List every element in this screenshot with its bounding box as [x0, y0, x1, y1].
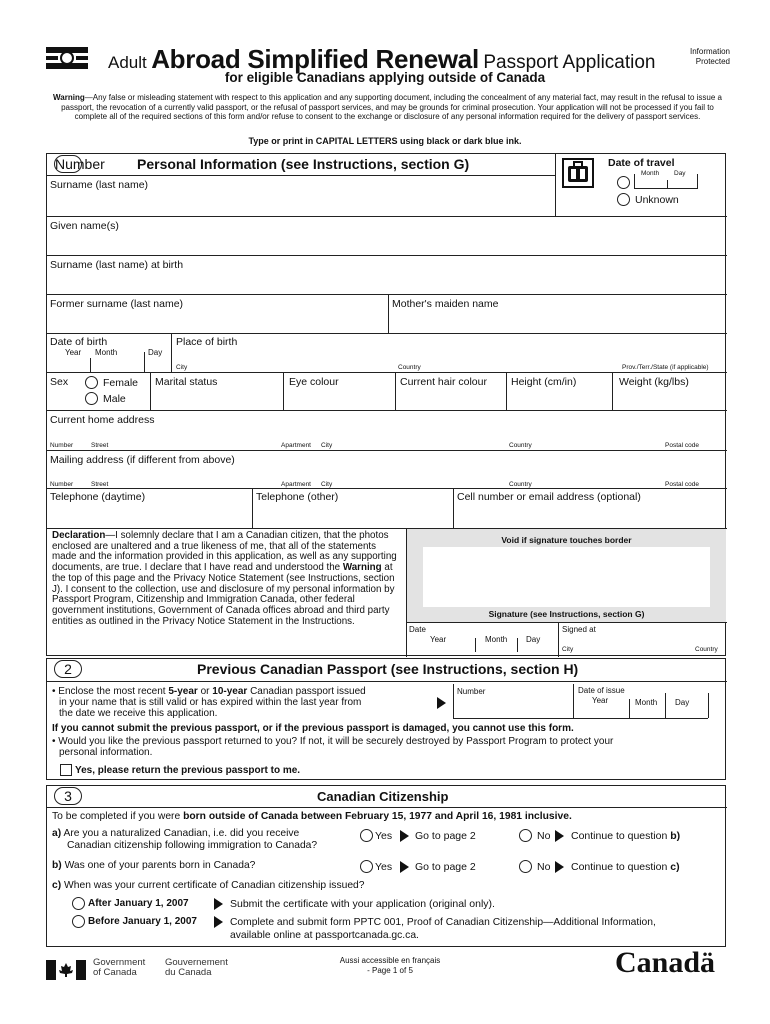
- government-of-canada-fr: Gouvernement du Canada: [165, 957, 228, 978]
- pob-prov-label: Prov./Terr./State (if applicable): [622, 364, 709, 371]
- telephone-daytime-label: Telephone (daytime): [50, 491, 146, 503]
- mailing-address-label: Mailing address (if different from above): [50, 454, 235, 466]
- travel-unknown-label: Unknown: [635, 194, 679, 206]
- mail-number-label: Number: [50, 481, 74, 488]
- male-label: Male: [103, 393, 126, 405]
- section-2-number: 2: [54, 660, 82, 678]
- mail-apartment-label: Apartment: [281, 481, 311, 488]
- warning-text: Warning—Any false or misleading statement with respect to this application and any supporting document, including the concealment of any material fact, may result in the refusal to issue a passport, the revocation of a currently valid passport, or the refusal of passport services, and may be grounds for criminal prosecution. Your application will not be processed if you fail to complete all of the required sections of this form and/or refuse to consent to the exchange or disclosure of any personal information required for the delivery of passport services.: [53, 93, 722, 121]
- after-2007-radio[interactable]: [72, 897, 85, 910]
- given-names-label: Given name(s): [50, 220, 119, 232]
- height-label: Height (cm/in): [511, 376, 577, 388]
- signed-at-label: Signed at: [562, 625, 596, 634]
- signature-area[interactable]: [407, 529, 726, 622]
- question-b: b) Was one of your parents born in Canada?: [52, 860, 256, 871]
- return-passport-checkbox[interactable]: [60, 764, 72, 776]
- section-1-number: Number: [55, 156, 105, 172]
- sex-label: Sex: [50, 376, 69, 388]
- section-3-title: Canadian Citizenship: [317, 789, 449, 804]
- question-b-no-radio[interactable]: [519, 860, 532, 873]
- question-a-no-radio[interactable]: [519, 829, 532, 842]
- date-of-issue-label: Date of issue: [578, 686, 625, 695]
- question-b-yes-label: Yes: [375, 861, 393, 873]
- section-2-previous-passport: [46, 658, 726, 780]
- passport-logo-icon: [46, 47, 88, 69]
- question-b-goto-label: Go to page 2: [415, 861, 476, 873]
- issue-day-label: Day: [675, 698, 690, 707]
- before-2007-label: Before January 1, 2007: [88, 916, 197, 927]
- question-a-yes-label: Yes: [375, 830, 393, 842]
- form-subtitle: for eligible Canadians applying outside of Canada: [224, 70, 546, 85]
- question-a-goto-label: Go to page 2: [415, 830, 476, 842]
- question-b-no-label: No: [537, 861, 551, 873]
- question-a-no-label: No: [537, 830, 551, 842]
- marital-status-label: Marital status: [155, 376, 218, 388]
- section-1-personal-information: [46, 153, 726, 656]
- cell-email-label: Cell number or email address (optional): [457, 491, 641, 503]
- dob-year-label: Year: [65, 348, 82, 357]
- arrow-right-icon: [214, 898, 223, 910]
- mothers-maiden-name-label: Mother's maiden name: [392, 298, 499, 310]
- before-2007-instruction: Complete and submit form PPTC 001, Proof of Canadian Citizenship—Additional Information, available online at passportcanada.gc.ca.: [230, 917, 656, 941]
- mail-country-label: Country: [509, 481, 532, 488]
- former-surname-label: Former surname (last name): [50, 298, 184, 310]
- pob-city-label: City: [176, 364, 188, 371]
- french-available: Aussi accessible en français: [339, 956, 441, 965]
- arrow-right-icon: [437, 697, 446, 709]
- void-notice: Void if signature touches border: [501, 535, 632, 545]
- declaration-text: Declaration—I solemnly declare that I am a Canadian citizen, that the photos enclosed are unaltered and a true likeness of me, that all of the statements made and the information provided in this application, as well as any supporting documents, are true. I declare that I have read and understood the Warning at the top of this page and the Privacy Notice Statement (see Instructions, section J). I consent to the collection, use and disclosure of my personal information by Passport Program, Citizenship and Immigration Canada, other federal government institutions, Government of Canada offices abroad and third party entities as outlined in the Privacy Notice Statement in the Instructions.: [52, 530, 397, 627]
- home-address-label: Current home address: [50, 414, 155, 426]
- sign-date-label: Date: [409, 625, 426, 634]
- question-b-continue-label: Continue to question c): [571, 861, 680, 873]
- date-of-travel-radio[interactable]: [617, 176, 630, 189]
- form-title: Adult Abroad Simplified Renewal Passport Application: [108, 44, 656, 74]
- date-of-travel-label: Date of travel: [608, 157, 675, 169]
- government-of-canada-en: Government of Canada: [93, 957, 146, 978]
- return-passport-question: • Would you like the previous passport returned to you? If not, it will be securely destroyed by Passport Program to protect your personal information.: [52, 736, 614, 758]
- arrow-right-icon: [400, 830, 409, 842]
- information-protected-label: Information Protected: [689, 47, 730, 66]
- footer-page-info: [320, 956, 460, 976]
- place-of-birth-label: Place of birth: [176, 336, 238, 348]
- dob-month-label: Month: [95, 348, 118, 357]
- canada-wordmark: Canadä: [615, 946, 716, 979]
- type-print-instruction: Type or print in CAPITAL LETTERS using black or dark blue ink.: [248, 136, 522, 146]
- mail-city-label: City: [321, 481, 333, 488]
- home-street-label: Street: [91, 442, 109, 449]
- signed-at-city-label: City: [562, 646, 574, 653]
- before-2007-radio[interactable]: [72, 915, 85, 928]
- question-b-yes-radio[interactable]: [360, 860, 373, 873]
- travel-day-label: Day: [674, 170, 686, 177]
- eye-colour-label: Eye colour: [289, 376, 339, 388]
- arrow-right-icon: [555, 861, 564, 873]
- arrow-right-icon: [555, 830, 564, 842]
- after-2007-instruction: Submit the certificate with your application (original only).: [230, 898, 495, 910]
- travel-month-label: Month: [641, 170, 660, 177]
- pob-country-label: Country: [398, 364, 421, 371]
- canada-flag-icon: [46, 960, 86, 980]
- telephone-other-label: Telephone (other): [256, 491, 339, 503]
- date-of-birth-label: Date of birth: [50, 336, 108, 348]
- signed-at-country-label: Country: [695, 646, 718, 653]
- section-1-title: Personal Information (see Instructions, section G): [137, 156, 470, 172]
- enclose-passport-text: • Enclose the most recent 5-year or 10-year Canadian passport issued in your name that is still valid or has expired within the last year from the date we receive this application.: [52, 686, 366, 719]
- cannot-use-form-notice: If you cannot submit the previous passport, or if the previous passport is damaged, you cannot use this form.: [52, 723, 574, 734]
- hair-colour-label: Current hair colour: [400, 376, 487, 388]
- male-radio[interactable]: [85, 392, 98, 405]
- weight-label: Weight (kg/lbs): [619, 376, 689, 388]
- surname-label: Surname (last name): [50, 179, 149, 191]
- signature-label: Signature (see Instructions, section G): [488, 609, 645, 619]
- surname-at-birth-label: Surname (last name) at birth: [50, 259, 184, 271]
- sign-day-label: Day: [526, 635, 541, 644]
- citizenship-intro: To be completed if you were born outside of Canada between February 15, 1977 and April 16, 1981 inclusive.: [52, 811, 572, 822]
- question-a: a) Are you a naturalized Canadian, i.e. did you receive Canadian citizenship following immigration to Canada?: [52, 828, 318, 851]
- after-2007-label: After January 1, 2007: [88, 898, 189, 909]
- section-2-title: Previous Canadian Passport (see Instructions, section H): [197, 661, 579, 677]
- home-postal-label: Postal code: [665, 442, 699, 449]
- passport-number-label: Number: [457, 687, 486, 696]
- return-passport-label: Yes, please return the previous passport to me.: [75, 765, 301, 776]
- mail-postal-label: Postal code: [665, 481, 699, 488]
- sign-year-label: Year: [430, 635, 447, 644]
- female-radio[interactable]: [85, 376, 98, 389]
- travel-unknown-radio[interactable]: [617, 193, 630, 206]
- page-number: - Page 1 of 5: [367, 966, 413, 975]
- section-3-canadian-citizenship: [46, 785, 726, 947]
- signature-box[interactable]: [423, 547, 710, 607]
- section-3-number: 3: [54, 787, 82, 805]
- issue-month-label: Month: [635, 698, 658, 707]
- mail-street-label: Street: [91, 481, 109, 488]
- dob-day-label: Day: [148, 348, 163, 357]
- home-country-label: Country: [509, 442, 532, 449]
- home-apartment-label: Apartment: [281, 442, 311, 449]
- question-a-yes-radio[interactable]: [360, 829, 373, 842]
- luggage-icon: [562, 158, 594, 188]
- home-city-label: City: [321, 442, 333, 449]
- sign-month-label: Month: [485, 635, 508, 644]
- female-label: Female: [103, 377, 139, 389]
- issue-year-label: Year: [592, 696, 609, 705]
- arrow-right-icon: [400, 861, 409, 873]
- question-c: c) When was your current certificate of Canadian citizenship issued?: [52, 880, 365, 891]
- question-a-continue-label: Continue to question b): [571, 830, 681, 842]
- home-number-label: Number: [50, 442, 74, 449]
- arrow-right-icon: [214, 916, 223, 928]
